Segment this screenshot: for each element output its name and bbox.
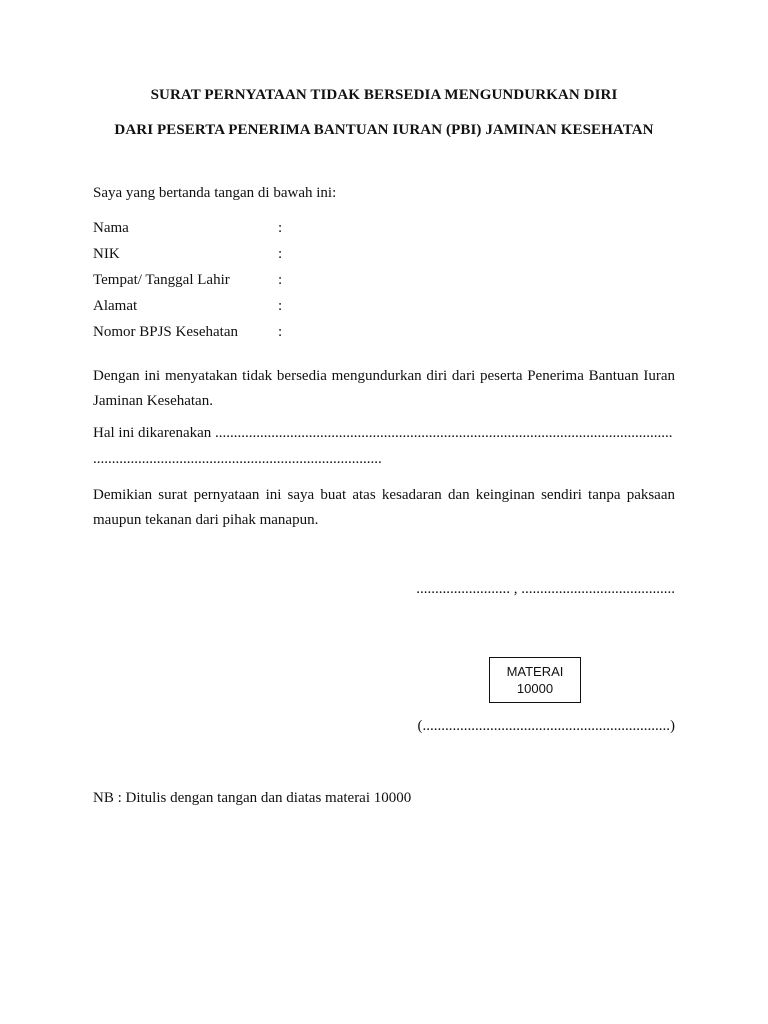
place-date-line: ......................... , ......................................... xyxy=(416,581,675,597)
field-colon: : xyxy=(278,246,283,262)
field-colon: : xyxy=(278,220,283,236)
statement-paragraph: Dengan ini menyatakan tidak bersedia mengundurkan diri dari peserta Penerima Bantuan Iuran Jaminan Kesehatan. xyxy=(93,368,675,409)
field-label-nama: Nama xyxy=(93,220,129,236)
field-colon: : xyxy=(278,298,283,314)
intro-text: Saya yang bertanda tangan di bawah ini: xyxy=(93,185,337,201)
stamp-value: 10000 xyxy=(516,681,554,696)
field-colon: : xyxy=(278,272,283,288)
field-label-bpjs: Nomor BPJS Kesehatan xyxy=(93,324,238,340)
field-label-alamat: Alamat xyxy=(93,298,138,314)
closing-paragraph: Demikian surat pernyataan ini saya buat atas kesadaran dan keinginan sendiri tanpa paksaan maupun tekanan dari pihak manapun. xyxy=(93,487,675,528)
signature-line: (..................................................................) xyxy=(417,718,675,734)
note-text: NB : Ditulis dengan tangan dan diatas materai 10000 xyxy=(93,790,412,806)
field-colon: : xyxy=(278,324,283,340)
field-label-ttl: Tempat/ Tanggal Lahir xyxy=(93,272,230,288)
document-title-line1: SURAT PERNYATAAN TIDAK BERSEDIA MENGUNDURKAN DIRI xyxy=(150,87,618,103)
reason-line-continued: ............................................................................. xyxy=(93,451,382,467)
stamp-label: MATERAI xyxy=(506,664,564,679)
reason-line: Hal ini dikarenakan .......................................................................................................................... xyxy=(93,425,673,441)
materai-stamp-box xyxy=(489,657,581,703)
document-title-line2: DARI PESERTA PENERIMA BANTUAN IURAN (PBI) JAMINAN KESEHATAN xyxy=(114,122,654,138)
field-label-nik: NIK xyxy=(93,246,120,262)
